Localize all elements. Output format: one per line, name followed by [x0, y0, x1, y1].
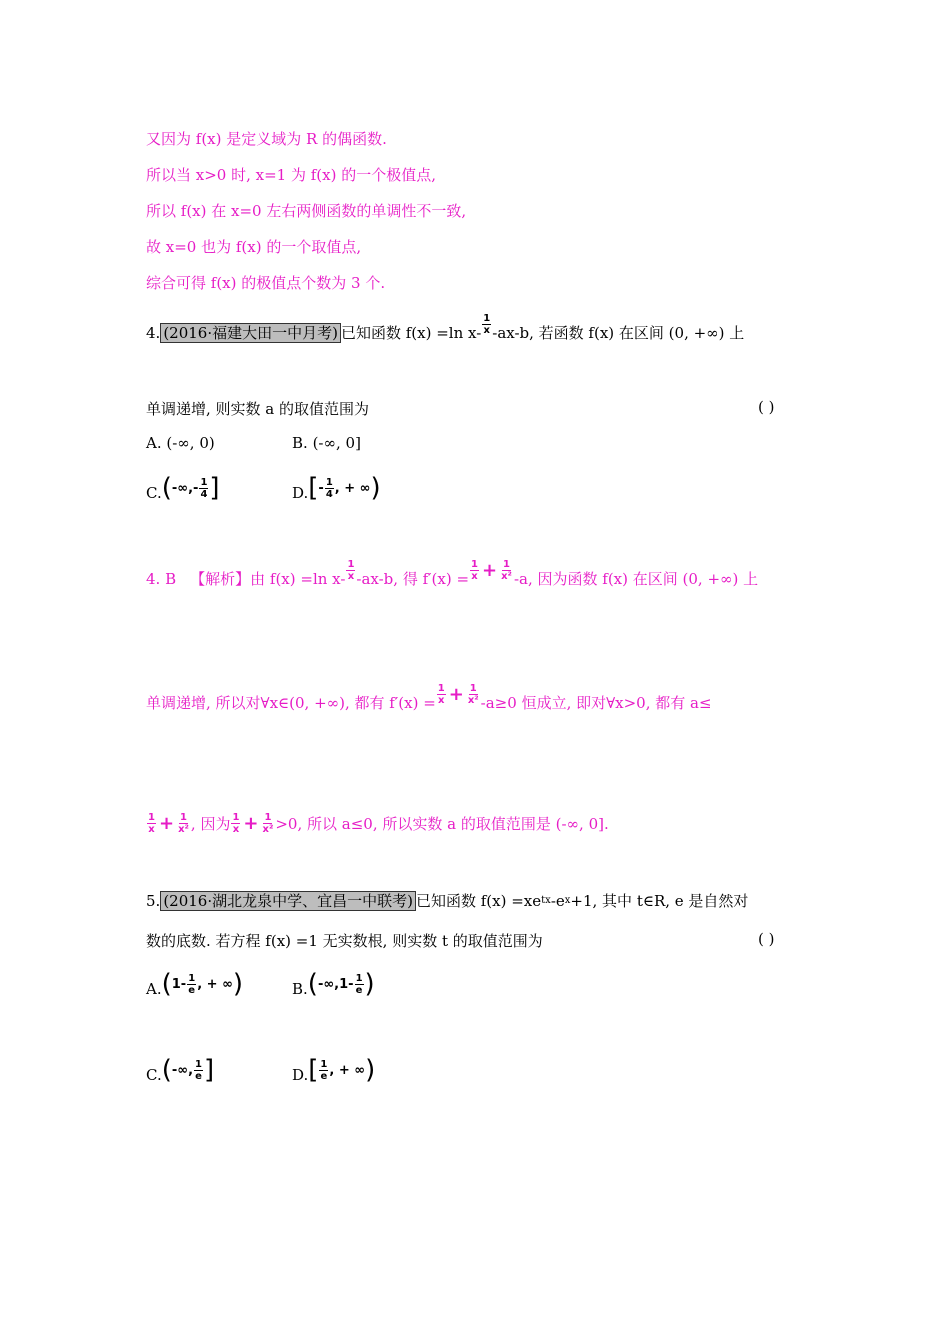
- math-text: , + ∞: [334, 480, 371, 496]
- fraction: [199, 477, 208, 500]
- option-d: [292, 1056, 375, 1084]
- stem-text: 已知函数 f(x) =ln x-: [340, 324, 482, 342]
- fraction-numerator: 1: [148, 812, 155, 823]
- fraction-numerator: 1: [200, 476, 208, 488]
- option-math: ( -∞,1- $\frac{1}{e}$ ): [307, 969, 375, 999]
- analysis-tag: 【解析】: [190, 570, 251, 588]
- fraction-denominator: x²: [467, 695, 479, 706]
- fraction-denominator: x: [438, 695, 445, 706]
- solution-text: >0, 所以 a≤0, 所以实数 a 的取值范围是 (-∞, 0].: [275, 815, 609, 833]
- option-math: ( 1- $\frac{1}{e}$ , + ∞ ): [161, 969, 244, 999]
- option-label: A.: [146, 434, 162, 452]
- option-math: ( -∞, $\frac{1}{e}$ ]: [161, 1055, 215, 1085]
- answer-blank: ( ): [758, 930, 775, 948]
- fraction-denominator: x²: [262, 824, 274, 835]
- fraction-numerator: 1: [347, 559, 355, 570]
- fraction: [346, 559, 355, 582]
- fraction: [467, 683, 480, 706]
- option-label: C.: [146, 1066, 162, 1084]
- math-text: -: [318, 480, 324, 496]
- fraction-numerator: 1: [195, 1058, 203, 1070]
- fraction-numerator: 1: [355, 972, 363, 984]
- math-text: , + ∞: [329, 1062, 366, 1078]
- solution-line: 所以当 x>0 时, x=1 为 f(x) 的一个极值点,: [146, 166, 437, 184]
- math-text: -∞,-: [171, 480, 199, 496]
- fraction: [177, 812, 190, 835]
- solution-4-line1: 4. B 【解析】 由 f(x) =ln x- $\frac{1}{x}$ -ax-b, 得 f′(x) = $\frac{1}{x}$ + $\frac{1}{\text{x²}}$ -a, 因为函数 f(x) 在区间 (0, +∞) 上: [146, 559, 759, 588]
- option-math: [ $\frac{1}{e}$ , + ∞ ): [308, 1055, 376, 1085]
- solution-text: 单调递增, 所以对∀x∈(0, +∞), 都有 f′(x) =: [146, 694, 436, 712]
- fraction: [231, 812, 240, 835]
- stem-text: -e: [550, 891, 565, 910]
- option-label: D.: [292, 484, 309, 502]
- option-b: [292, 970, 375, 998]
- fraction-denominator: e: [195, 1070, 202, 1082]
- solution-line: 综合可得 f(x) 的极值点个数为 3 个.: [146, 274, 386, 292]
- solution-4-line3: $\frac{1}{x}$ + $\frac{1}{\text{x²}}$ , 因为 $\frac{1}{x}$ + $\frac{1}{\text{x²}}$ >0, 所以 a≤0, 所以实数 a 的取值范围是 (-∞, 0].: [148, 812, 609, 835]
- option-a: [146, 970, 243, 998]
- option-value: (-∞, 0): [166, 434, 215, 452]
- option-c: [146, 1056, 214, 1084]
- option-label: B.: [292, 980, 308, 998]
- solution-line: 所以 f(x) 在 x=0 左右两侧函数的单调性不一致,: [146, 202, 467, 220]
- fraction: [437, 683, 446, 706]
- fraction: [355, 973, 364, 996]
- source-tag: (2016·福建大田一中月考): [160, 323, 341, 343]
- fraction-denominator: e: [355, 984, 363, 996]
- math-text: -∞,1-: [317, 976, 354, 992]
- answer-blank: ( ): [758, 398, 775, 416]
- fraction-numerator: 1: [232, 812, 240, 823]
- fraction-denominator: x: [148, 824, 155, 835]
- option-c: [146, 474, 220, 502]
- solution-text: -ax-b, 得 f′(x) =: [356, 570, 470, 588]
- fraction-denominator: e: [188, 984, 196, 996]
- fraction-numerator: 1: [320, 1058, 328, 1070]
- fraction: [147, 812, 156, 835]
- fraction-denominator: x: [483, 325, 490, 336]
- option-label: B.: [292, 434, 308, 452]
- option-label: D.: [292, 1066, 309, 1084]
- fraction-numerator: 1: [483, 313, 491, 324]
- fraction-denominator: x²: [178, 824, 189, 835]
- question-number: 5.: [146, 891, 161, 910]
- fraction: [500, 559, 513, 582]
- fraction-denominator: x²: [501, 571, 512, 582]
- fraction-numerator: 1: [469, 683, 477, 694]
- solution-line: 故 x=0 也为 f(x) 的一个取值点,: [146, 238, 362, 256]
- question-4-stem-line2: 单调递增, 则实数 a 的取值范围为: [146, 400, 370, 418]
- fraction: [482, 313, 491, 336]
- option-label: C.: [146, 484, 162, 502]
- fraction-numerator: 1: [264, 812, 272, 823]
- option-label: A.: [146, 980, 162, 998]
- solution-text: , 因为: [190, 815, 231, 833]
- superscript: tx: [541, 895, 551, 906]
- option-value: (-∞, 0]: [312, 434, 361, 452]
- fraction-numerator: 1: [325, 476, 333, 488]
- fraction-denominator: 4: [325, 488, 333, 500]
- fraction: [187, 973, 196, 996]
- solution-text: -a≥0 恒成立, 即对∀x>0, 都有 a≤: [480, 694, 712, 712]
- fraction: [470, 559, 479, 582]
- option-d: [292, 474, 381, 502]
- fraction-denominator: x: [232, 824, 240, 835]
- answer-key: 4. B: [146, 569, 177, 588]
- fraction-numerator: 1: [437, 683, 445, 694]
- math-text: 1-: [171, 976, 187, 992]
- question-4-stem: [146, 313, 745, 343]
- superscript: x: [564, 895, 571, 906]
- math-text: , + ∞: [197, 976, 233, 992]
- fraction: [325, 477, 334, 500]
- math-text: -∞,: [171, 1062, 194, 1078]
- fraction-numerator: 1: [503, 559, 511, 570]
- option-math: [ - $\frac{1}{4}$ , + ∞ ): [308, 473, 381, 503]
- stem-text: 已知函数 f(x) =xe: [415, 892, 542, 910]
- stem-text: +1, 其中 t∈R, e 是自然对: [570, 892, 749, 910]
- fraction-denominator: x: [471, 571, 478, 582]
- option-a: [146, 434, 215, 452]
- solution-text: -a, 因为函数 f(x) 在区间 (0, +∞) 上: [513, 570, 759, 588]
- fraction-numerator: 1: [188, 972, 196, 984]
- fraction-denominator: e: [320, 1070, 328, 1082]
- fraction-numerator: 1: [471, 559, 479, 570]
- solution-line: 又因为 f(x) 是定义域为 R 的偶函数.: [146, 130, 387, 148]
- solution-text: 由 f(x) =ln x-: [250, 570, 346, 588]
- solution-4-line2: 单调递增, 所以对∀x∈(0, +∞), 都有 f′(x) = $\frac{1}{x}$ + $\frac{1}{\text{x²}}$ -a≥0 恒成立, 即对∀x>0, 都有 a≤: [146, 683, 712, 712]
- fraction: [262, 812, 275, 835]
- fraction-denominator: 4: [200, 488, 208, 500]
- fraction: [194, 1059, 203, 1082]
- question-5-stem-line2: 数的底数. 若方程 f(x) =1 无实数根, 则实数 t 的取值范围为: [146, 932, 543, 950]
- option-b: [292, 434, 361, 452]
- stem-text: -ax-b, 若函数 f(x) 在区间 (0, +∞) 上: [492, 324, 745, 342]
- source-tag: (2016·湖北龙泉中学、宜昌一中联考): [160, 891, 416, 911]
- question-number: 4.: [146, 323, 161, 342]
- fraction-denominator: x: [347, 571, 355, 582]
- question-5-stem: [146, 890, 748, 911]
- fraction-numerator: 1: [180, 812, 187, 823]
- option-math: ( -∞,- $\frac{1}{4}$ ]: [161, 473, 220, 503]
- fraction: [319, 1059, 328, 1082]
